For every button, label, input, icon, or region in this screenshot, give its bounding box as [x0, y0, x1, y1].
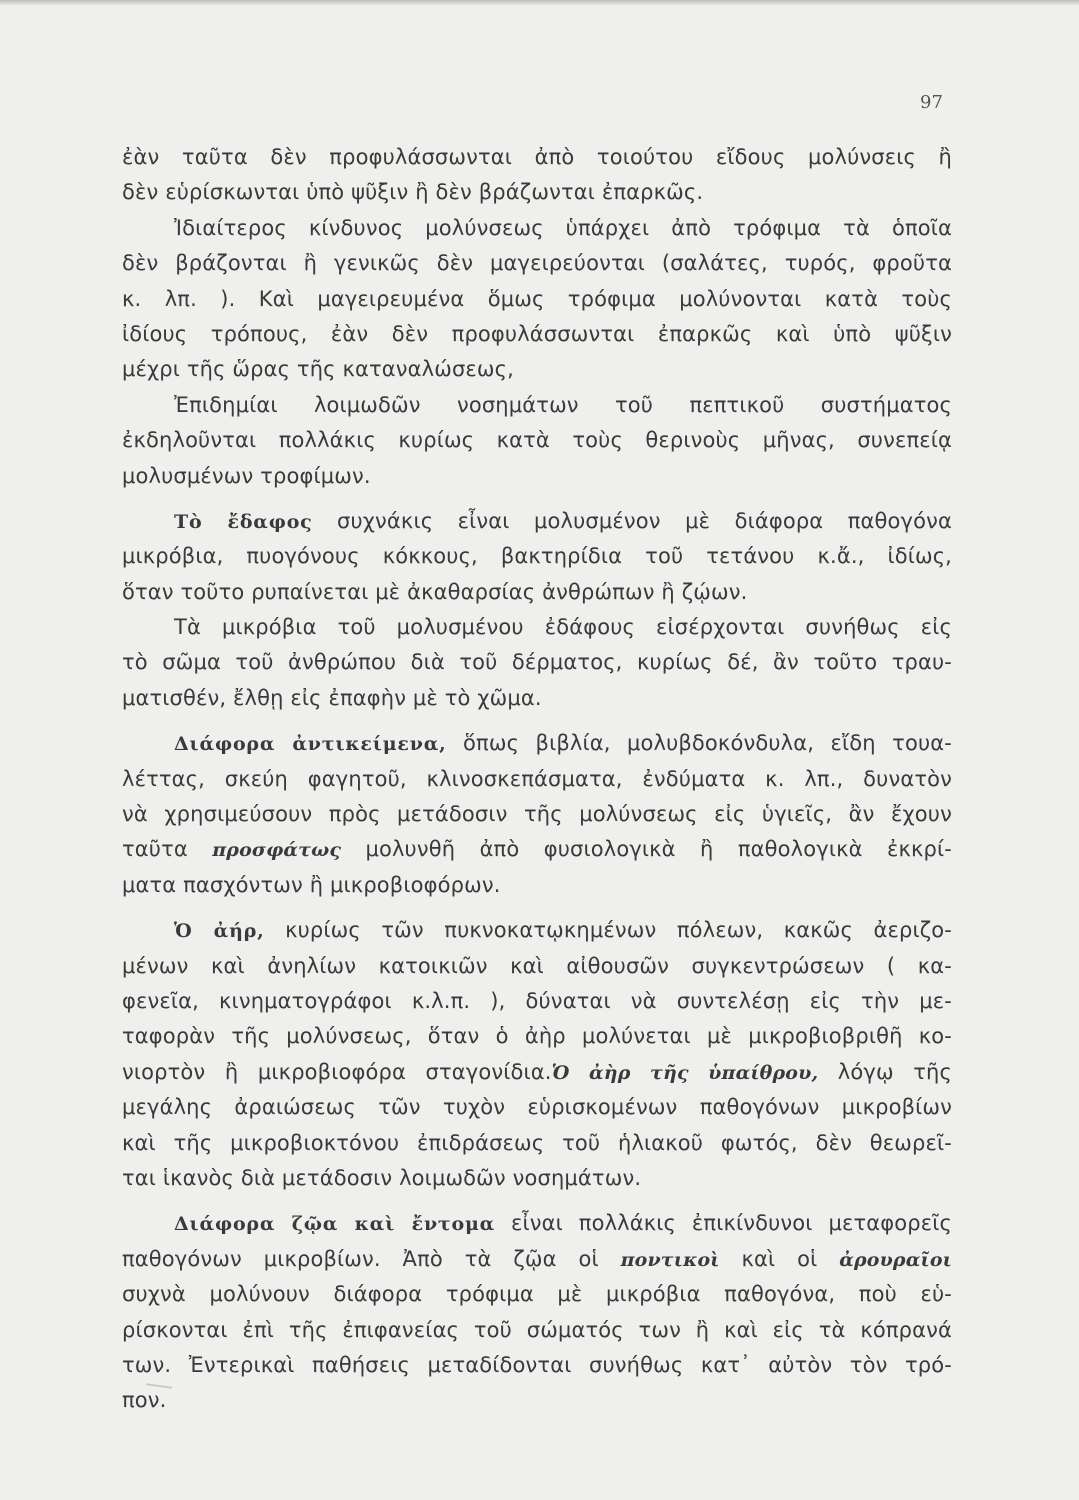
text-line: [122, 1383, 952, 1418]
text-line: [122, 610, 952, 645]
text-run: κυρίως τῶν πυκνοκατῳκημένων πόλεων, κακῶς ἀεριζο-: [264, 918, 952, 943]
text-line: [122, 459, 952, 494]
text-run: ταφορὰν τῆς μολύνσεως, ὅταν ὁ ἀὴρ μολύνεται μὲ μικροβιοβριθῆ κο-: [122, 1024, 952, 1049]
text-line: [122, 645, 952, 680]
body-text: [122, 140, 952, 1419]
text-run: μεγάλης ἀραιώσεως τῶν τυχὸν εὑρισκομένων παθογόνων μικροβίων: [122, 1095, 952, 1120]
text-line: [122, 1161, 952, 1196]
emphasized-term: Διάφορα ἀντικείμενα,: [174, 733, 447, 756]
text-run: ρίσκονται ἐπὶ τῆς ἐπιφανείας τοῦ σώματός των ἢ καὶ εἰς τὰ κόπρανά: [122, 1317, 952, 1342]
text-line: [122, 140, 952, 175]
text-run: ὅπως βιβλία, μολυβδοκόνδυλα, εἴδη τουα-: [446, 731, 952, 756]
text-run: μέχρι τῆς ὥρας τῆς καταναλώσεως,: [122, 357, 514, 382]
text-line: [122, 504, 952, 539]
text-run: καὶ οἱ: [719, 1246, 840, 1271]
text-line: [122, 1277, 952, 1312]
emphasized-term: ποντικοὶ: [620, 1248, 720, 1271]
text-run: εἶναι πολλάκις ἐπικίνδυνοι μεταφορεῖς: [495, 1211, 952, 1236]
text-line: [122, 1055, 952, 1090]
text-run: ταῦτα: [122, 837, 213, 862]
text-line: [122, 175, 952, 210]
text-run: μικρόβια, πυογόνους κόκκους, βακτηρίδια τοῦ τετάνου κ.ἄ., ἰδίως,: [122, 544, 952, 569]
emphasized-term: Ὁ ἀὴρ τῆς ὑπαίθρου,: [551, 1061, 819, 1084]
text-line: [122, 1090, 952, 1125]
text-line: [122, 539, 952, 574]
text-run: παθογόνων μικροβίων. Ἀπὸ τὰ ζῷα οἱ: [122, 1246, 621, 1271]
text-line: [122, 1242, 952, 1277]
text-line: [122, 726, 952, 761]
text-run: ματισθέν, ἔλθῃ εἰς ἐπαφὴν μὲ τὸ χῶμα.: [122, 685, 542, 710]
emphasized-term: ἀρουραῖοι: [839, 1248, 952, 1271]
text-line: [122, 282, 952, 317]
text-run: ὅταν τοῦτο ρυπαίνεται μὲ ἀκαθαρσίας ἀνθρώπων ἢ ζῴων.: [122, 579, 748, 604]
text-run: ἐὰν ταῦτα δὲν προφυλάσσωνται ἀπὸ τοιούτου εἴδους μολύνσεις ἢ: [122, 145, 952, 169]
text-run: κ. λπ. ). Καὶ μαγειρευμένα ὅμως τρόφιμα μολύνονται κατὰ τοὺς: [122, 286, 952, 311]
text-line: [122, 797, 952, 832]
text-run: μολυσμένων τροφίμων.: [122, 463, 371, 488]
emphasized-term: Τὸ ἔδαφος: [174, 510, 313, 533]
text-run: ται ἱκανὸς διὰ μετάδοσιν λοιμωδῶν νοσημάτων.: [122, 1165, 642, 1190]
emphasized-term: Ὁ ἀήρ,: [174, 920, 265, 943]
text-line: [122, 984, 952, 1019]
text-run: ἰδίους τρόπους, ἐὰν δὲν προφυλάσσωνται ἐπαρκῶς καὶ ὑπὸ ψῦξιν: [122, 321, 952, 346]
text-run: λέττας, σκεύη φαγητοῦ, κλινοσκεπάσματα, ἐνδύματα κ. λπ., δυνατὸν: [122, 766, 952, 791]
page-top-edge: [0, 0, 1079, 6]
emphasized-term: Διάφορα ζῷα καὶ ἔντομα: [174, 1213, 496, 1236]
text-run: λόγῳ τῆς: [818, 1059, 952, 1084]
text-run: δὲν βράζονται ἢ γενικῶς δὲν μαγειρεύονται (σαλάτες, τυρός, φροῦτα: [122, 251, 952, 276]
text-line: [122, 1019, 952, 1054]
text-run: μένων καὶ ἀνηλίων κατοικιῶν καὶ αἰθουσῶν συγκεντρώσεων ( κα-: [122, 953, 952, 978]
text-run: δὲν εὑρίσκωνται ὑπὸ ψῦξιν ἢ δὲν βράζωνται ἐπαρκῶς.: [122, 180, 704, 205]
text-line: [122, 868, 952, 903]
text-line: [122, 246, 952, 281]
text-run: νιορτὸν ἢ μικροβιοφόρα σταγονίδια.: [122, 1059, 552, 1084]
text-line: [122, 388, 952, 423]
text-run: Ἐπιδημίαι λοιμωδῶν νοσημάτων τοῦ πεπτικοῦ συστήματος: [174, 392, 952, 417]
text-line: [122, 211, 952, 246]
text-line: [122, 681, 952, 716]
text-run: καὶ τῆς μικροβιοκτόνου ἐπιδράσεως τοῦ ἡλιακοῦ φωτός, δὲν θεωρεῖ-: [122, 1130, 952, 1155]
emphasized-term: προσφάτως: [212, 839, 342, 862]
text-line: [122, 1313, 952, 1348]
text-line: [122, 1206, 952, 1241]
text-run: πον.: [122, 1388, 167, 1413]
text-run: μολυνθῆ ἀπὸ φυσιολογικὰ ἢ παθολογικὰ ἐκκρί-: [341, 837, 952, 862]
text-run: τὸ σῶμα τοῦ ἀνθρώπου διὰ τοῦ δέρματος, κυρίως δέ, ἂν τοῦτο τραυ-: [122, 650, 952, 675]
text-run: νὰ χρησιμεύσουν πρὸς μετάδοσιν τῆς μολύνσεως εἰς ὑγιεῖς, ἂν ἔχουν: [122, 802, 952, 827]
text-run: συχνὰ μολύνουν διάφορα τρόφιμα μὲ μικρόβια παθογόνα, ποὺ εὑ-: [122, 1282, 952, 1307]
text-run: Ἰδιαίτερος κίνδυνος μολύνσεως ὑπάρχει ἀπὸ τρόφιμα τὰ ὁποῖα: [174, 215, 952, 240]
text-line: [122, 317, 952, 352]
text-line: [122, 423, 952, 458]
text-line: [122, 832, 952, 867]
text-run: των. Ἐντερικαὶ παθήσεις μεταδίδονται συνήθως κατ᾽ αὐτὸν τὸν τρό-: [122, 1352, 952, 1377]
text-run: ματα πασχόντων ἢ μικροβιοφόρων.: [122, 872, 501, 897]
text-line: [122, 1126, 952, 1161]
page-number: 97: [920, 92, 943, 113]
text-run: συχνάκις εἶναι μολυσμένον μὲ διάφορα παθογόνα: [312, 508, 952, 533]
text-line: [122, 352, 952, 387]
text-run: Τὰ μικρόβια τοῦ μολυσμένου ἐδάφους εἰσέρχονται συνήθως εἰς: [174, 615, 952, 640]
text-run: φενεῖα, κινηματογράφοι κ.λ.π. ), δύναται νὰ συντελέσῃ εἰς τὴν με-: [122, 988, 952, 1013]
text-line: [122, 913, 952, 948]
text-line: [122, 575, 952, 610]
text-line: [122, 1348, 952, 1383]
text-run: ἐκδηλοῦνται πολλάκις κυρίως κατὰ τοὺς θερινοὺς μῆνας, συνεπείᾳ: [122, 428, 952, 453]
text-line: [122, 949, 952, 984]
text-line: [122, 762, 952, 797]
